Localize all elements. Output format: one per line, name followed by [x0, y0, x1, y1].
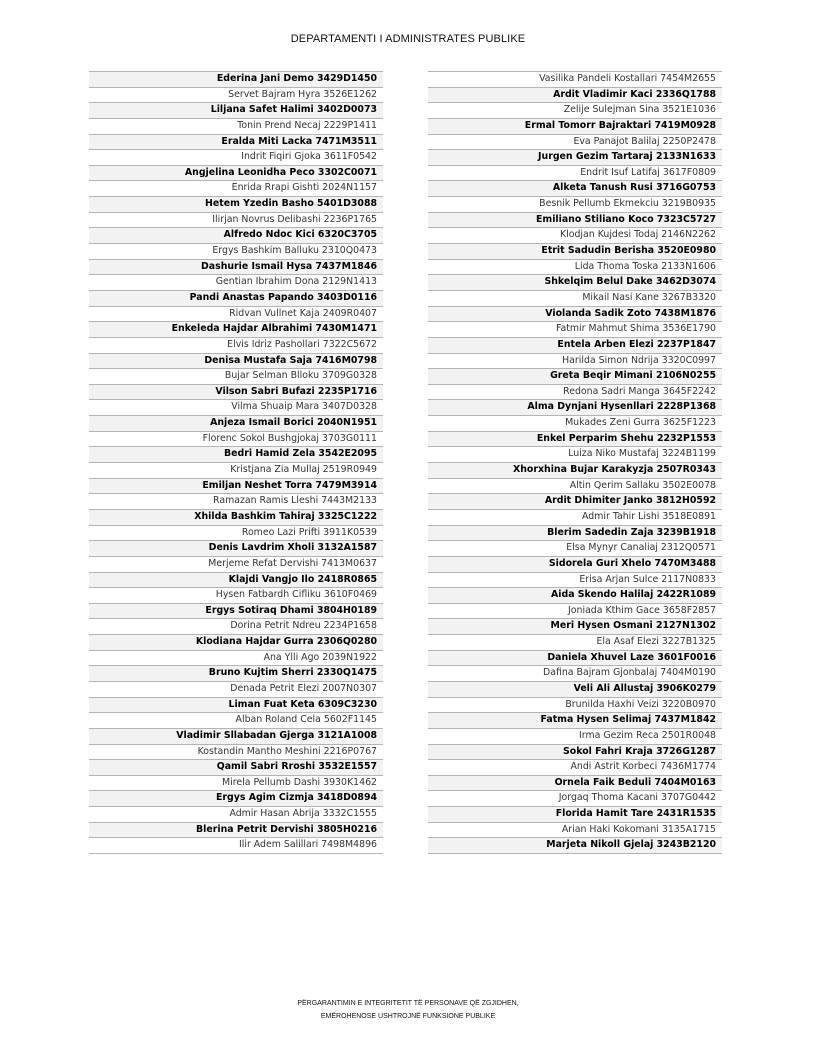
name-row: Romeo Lazi Prifti 3911K0539 [89, 525, 383, 541]
name-row: Vilma Shuaip Mara 3407D0328 [89, 399, 383, 415]
name-row: Vasilika Pandeli Kostallari 7454M2655 [428, 71, 722, 87]
name-row: Xhorxhina Bujar Karakyzja 2507R0343 [428, 462, 722, 478]
name-row: Ela Asaf Elezi 3227B1325 [428, 634, 722, 650]
name-row: Sidorela Guri Xhelo 7470M3488 [428, 556, 722, 572]
name-row: Andi Astrit Korbeci 7436M1774 [428, 759, 722, 775]
name-row: Ana Ylli Ago 2039N1922 [89, 650, 383, 666]
name-row: Alban Roland Cela 5602F1145 [89, 712, 383, 728]
name-row: Liman Fuat Keta 6309C3230 [89, 697, 383, 713]
name-row: Erisa Arjan Sulce 2117N0833 [428, 572, 722, 588]
name-row: Klodiana Hajdar Gurra 2306Q0280 [89, 634, 383, 650]
name-row: Alfredo Ndoc Kici 6320C3705 [89, 227, 383, 243]
name-row: Florida Hamit Tare 2431R1535 [428, 806, 722, 822]
name-row: Eralda Miti Lacka 7471M3511 [89, 134, 383, 150]
name-row: Qamil Sabri Rroshi 3532E1557 [89, 759, 383, 775]
name-row: Angjelina Leonidha Peco 3302C0071 [89, 165, 383, 181]
name-row: Altin Qerim Sallaku 3502E0078 [428, 478, 722, 494]
name-row: Elsa Mynyr Canaliaj 2312Q0571 [428, 540, 722, 556]
page-footer [0, 998, 816, 1023]
name-row: Aida Skendo Halilaj 2422R1089 [428, 587, 722, 603]
name-row: Dorina Petrit Ndreu 2234P1658 [89, 618, 383, 634]
left-name-column [89, 71, 383, 854]
name-row: Violanda Sadik Zoto 7438M1876 [428, 306, 722, 322]
name-row: Kostandin Mantho Meshini 2216P0767 [89, 744, 383, 760]
name-row: Gentian Ibrahim Dona 2129N1413 [89, 274, 383, 290]
name-row: Dashurie Ismail Hysa 7437M1846 [89, 259, 383, 275]
name-row: Ermal Tomorr Bajraktari 7419M0928 [428, 118, 722, 134]
name-row: Klajdi Vangjo Ilo 2418R0865 [89, 572, 383, 588]
name-row: Bruno Kujtim Sherri 2330Q1475 [89, 665, 383, 681]
column-bottom-rule [89, 853, 383, 854]
name-row: Marjeta Nikoll Gjelaj 3243B2120 [428, 837, 722, 853]
name-row: Anjeza Ismail Borici 2040N1951 [89, 415, 383, 431]
name-row: Ilirjan Novrus Delibashi 2236P1765 [89, 212, 383, 228]
name-row: Eva Panajot Balilaj 2250P2478 [428, 134, 722, 150]
name-row: Shkelqim Belul Dake 3462D3074 [428, 274, 722, 290]
name-row: Indrit Fiqiri Gjoka 3611F0542 [89, 149, 383, 165]
name-row: Besnik Pellumb Ekmekciu 3219B0935 [428, 196, 722, 212]
name-row: Meri Hysen Osmani 2127N1302 [428, 618, 722, 634]
name-row: Sokol Fahri Kraja 3726G1287 [428, 744, 722, 760]
name-row: Ergys Agim Cizmja 3418D0894 [89, 790, 383, 806]
footer-line-2: EMËROHENOSE USHTROJNË FUNKSIONE PUBLIKE [320, 1012, 496, 1020]
name-row: Redona Sadri Manga 3645F2242 [428, 384, 722, 400]
name-row: Emiljan Neshet Torra 7479M3914 [89, 478, 383, 494]
name-row: Brunilda Haxhi Veizi 3220B0970 [428, 697, 722, 713]
name-row: Zelije Sulejman Sina 3521E1036 [428, 102, 722, 118]
column-bottom-rule [428, 853, 722, 854]
name-row: Luiza Niko Mustafaj 3224B1199 [428, 446, 722, 462]
name-row: Mirela Pellumb Dashi 3930K1462 [89, 775, 383, 791]
name-row: Denada Petrit Elezi 2007N0307 [89, 681, 383, 697]
name-row: Ramazan Ramis Lleshi 7443M2133 [89, 493, 383, 509]
name-row: Blerim Sadedin Zaja 3239B1918 [428, 525, 722, 541]
name-row: Enkel Perparim Shehu 2232P1553 [428, 431, 722, 447]
name-row: Arian Haki Kokomani 3135A1715 [428, 822, 722, 838]
name-row: Irma Gezim Reca 2501R0048 [428, 728, 722, 744]
name-row: Ilir Adem Salillari 7498M4896 [89, 837, 383, 853]
name-row: Servet Bajram Hyra 3526E1262 [89, 87, 383, 103]
name-row: Mukades Zeni Gurra 3625F1223 [428, 415, 722, 431]
name-row: Mikail Nasi Kane 3267B3320 [428, 290, 722, 306]
name-row: Alma Dynjani Hysenllari 2228P1368 [428, 399, 722, 415]
name-row: Ornela Faik Beduli 7404M0163 [428, 775, 722, 791]
name-row: Etrit Sadudin Berisha 3520E0980 [428, 243, 722, 259]
name-row: Blerina Petrit Dervishi 3805H0216 [89, 822, 383, 838]
name-row: Ederina Jani Demo 3429D1450 [89, 71, 383, 87]
name-row: Admir Hasan Abrija 3332C1555 [89, 806, 383, 822]
name-row: Klodjan Kujdesi Todaj 2146N2262 [428, 227, 722, 243]
name-row: Daniela Xhuvel Laze 3601F0016 [428, 650, 722, 666]
name-row: Greta Beqir Mimani 2106N0255 [428, 368, 722, 384]
name-row: Hysen Fatbardh Cifliku 3610F0469 [89, 587, 383, 603]
footer-line-1: PËRGARANTIMIN E INTEGRITETIT TË PERSONAVE QË ZGJIDHEN, [297, 1000, 519, 1007]
name-row: Kristjana Zia Mullaj 2519R0949 [89, 462, 383, 478]
name-row: Denisa Mustafa Saja 7416M0798 [89, 353, 383, 369]
name-row: Ergys Sotiraq Dhami 3804H0189 [89, 603, 383, 619]
name-row: Ardit Dhimiter Janko 3812H0592 [428, 493, 722, 509]
name-row: Denis Lavdrim Xholi 3132A1587 [89, 540, 383, 556]
name-row: Veli Ali Allustaj 3906K0279 [428, 681, 722, 697]
name-row: Enkeleda Hajdar Albrahimi 7430M1471 [89, 321, 383, 337]
name-row: Merjeme Refat Dervishi 7413M0637 [89, 556, 383, 572]
name-row: Joniada Kthim Gace 3658F2857 [428, 603, 722, 619]
name-row: Hetem Yzedin Basho 5401D3088 [89, 196, 383, 212]
name-row: Harilda Simon Ndrija 3320C0997 [428, 353, 722, 369]
name-row: Tonin Prend Necaj 2229P1411 [89, 118, 383, 134]
name-row: Jurgen Gezim Tartaraj 2133N1633 [428, 149, 722, 165]
name-row: Ridvan Vullnet Kaja 2409R0407 [89, 306, 383, 322]
name-row: Jorgaq Thoma Kacani 3707G0442 [428, 790, 722, 806]
name-row: Entela Arben Elezi 2237P1847 [428, 337, 722, 353]
name-row: Enrida Rrapi Gishti 2024N1157 [89, 180, 383, 196]
name-row: Dafina Bajram Gjonbalaj 7404M0190 [428, 665, 722, 681]
name-row: Liljana Safet Halimi 3402D0073 [89, 102, 383, 118]
name-row: Bedri Hamid Zela 3542E2095 [89, 446, 383, 462]
name-row: Fatmir Mahmut Shima 3536E1790 [428, 321, 722, 337]
name-row: Ardit Vladimir Kaci 2336Q1788 [428, 87, 722, 103]
name-row: Emiliano Stiliano Koco 7323C5727 [428, 212, 722, 228]
name-row: Admir Tahir Lishi 3518E0891 [428, 509, 722, 525]
name-row: Vilson Sabri Bufazi 2235P1716 [89, 384, 383, 400]
name-row: Florenc Sokol Bushgjokaj 3703G0111 [89, 431, 383, 447]
name-row: Elvis Idriz Pashollari 7322C5672 [89, 337, 383, 353]
name-row: Vladimir Sllabadan Gjerga 3121A1008 [89, 728, 383, 744]
name-row: Endrit Isuf Latifaj 3617F0809 [428, 165, 722, 181]
name-row: Fatma Hysen Selimaj 7437M1842 [428, 712, 722, 728]
name-row: Pandi Anastas Papando 3403D0116 [89, 290, 383, 306]
name-row: Xhilda Bashkim Tahiraj 3325C1222 [89, 509, 383, 525]
name-row: Bujar Selman Blloku 3709G0328 [89, 368, 383, 384]
right-name-column [428, 71, 722, 854]
name-row: Lida Thoma Toska 2133N1606 [428, 259, 722, 275]
name-row: Ergys Bashkim Balluku 2310Q0473 [89, 243, 383, 259]
name-row: Alketa Tanush Rusi 3716G0753 [428, 180, 722, 196]
page-title: DEPARTAMENTI I ADMINISTRATES PUBLIKE [290, 33, 526, 45]
